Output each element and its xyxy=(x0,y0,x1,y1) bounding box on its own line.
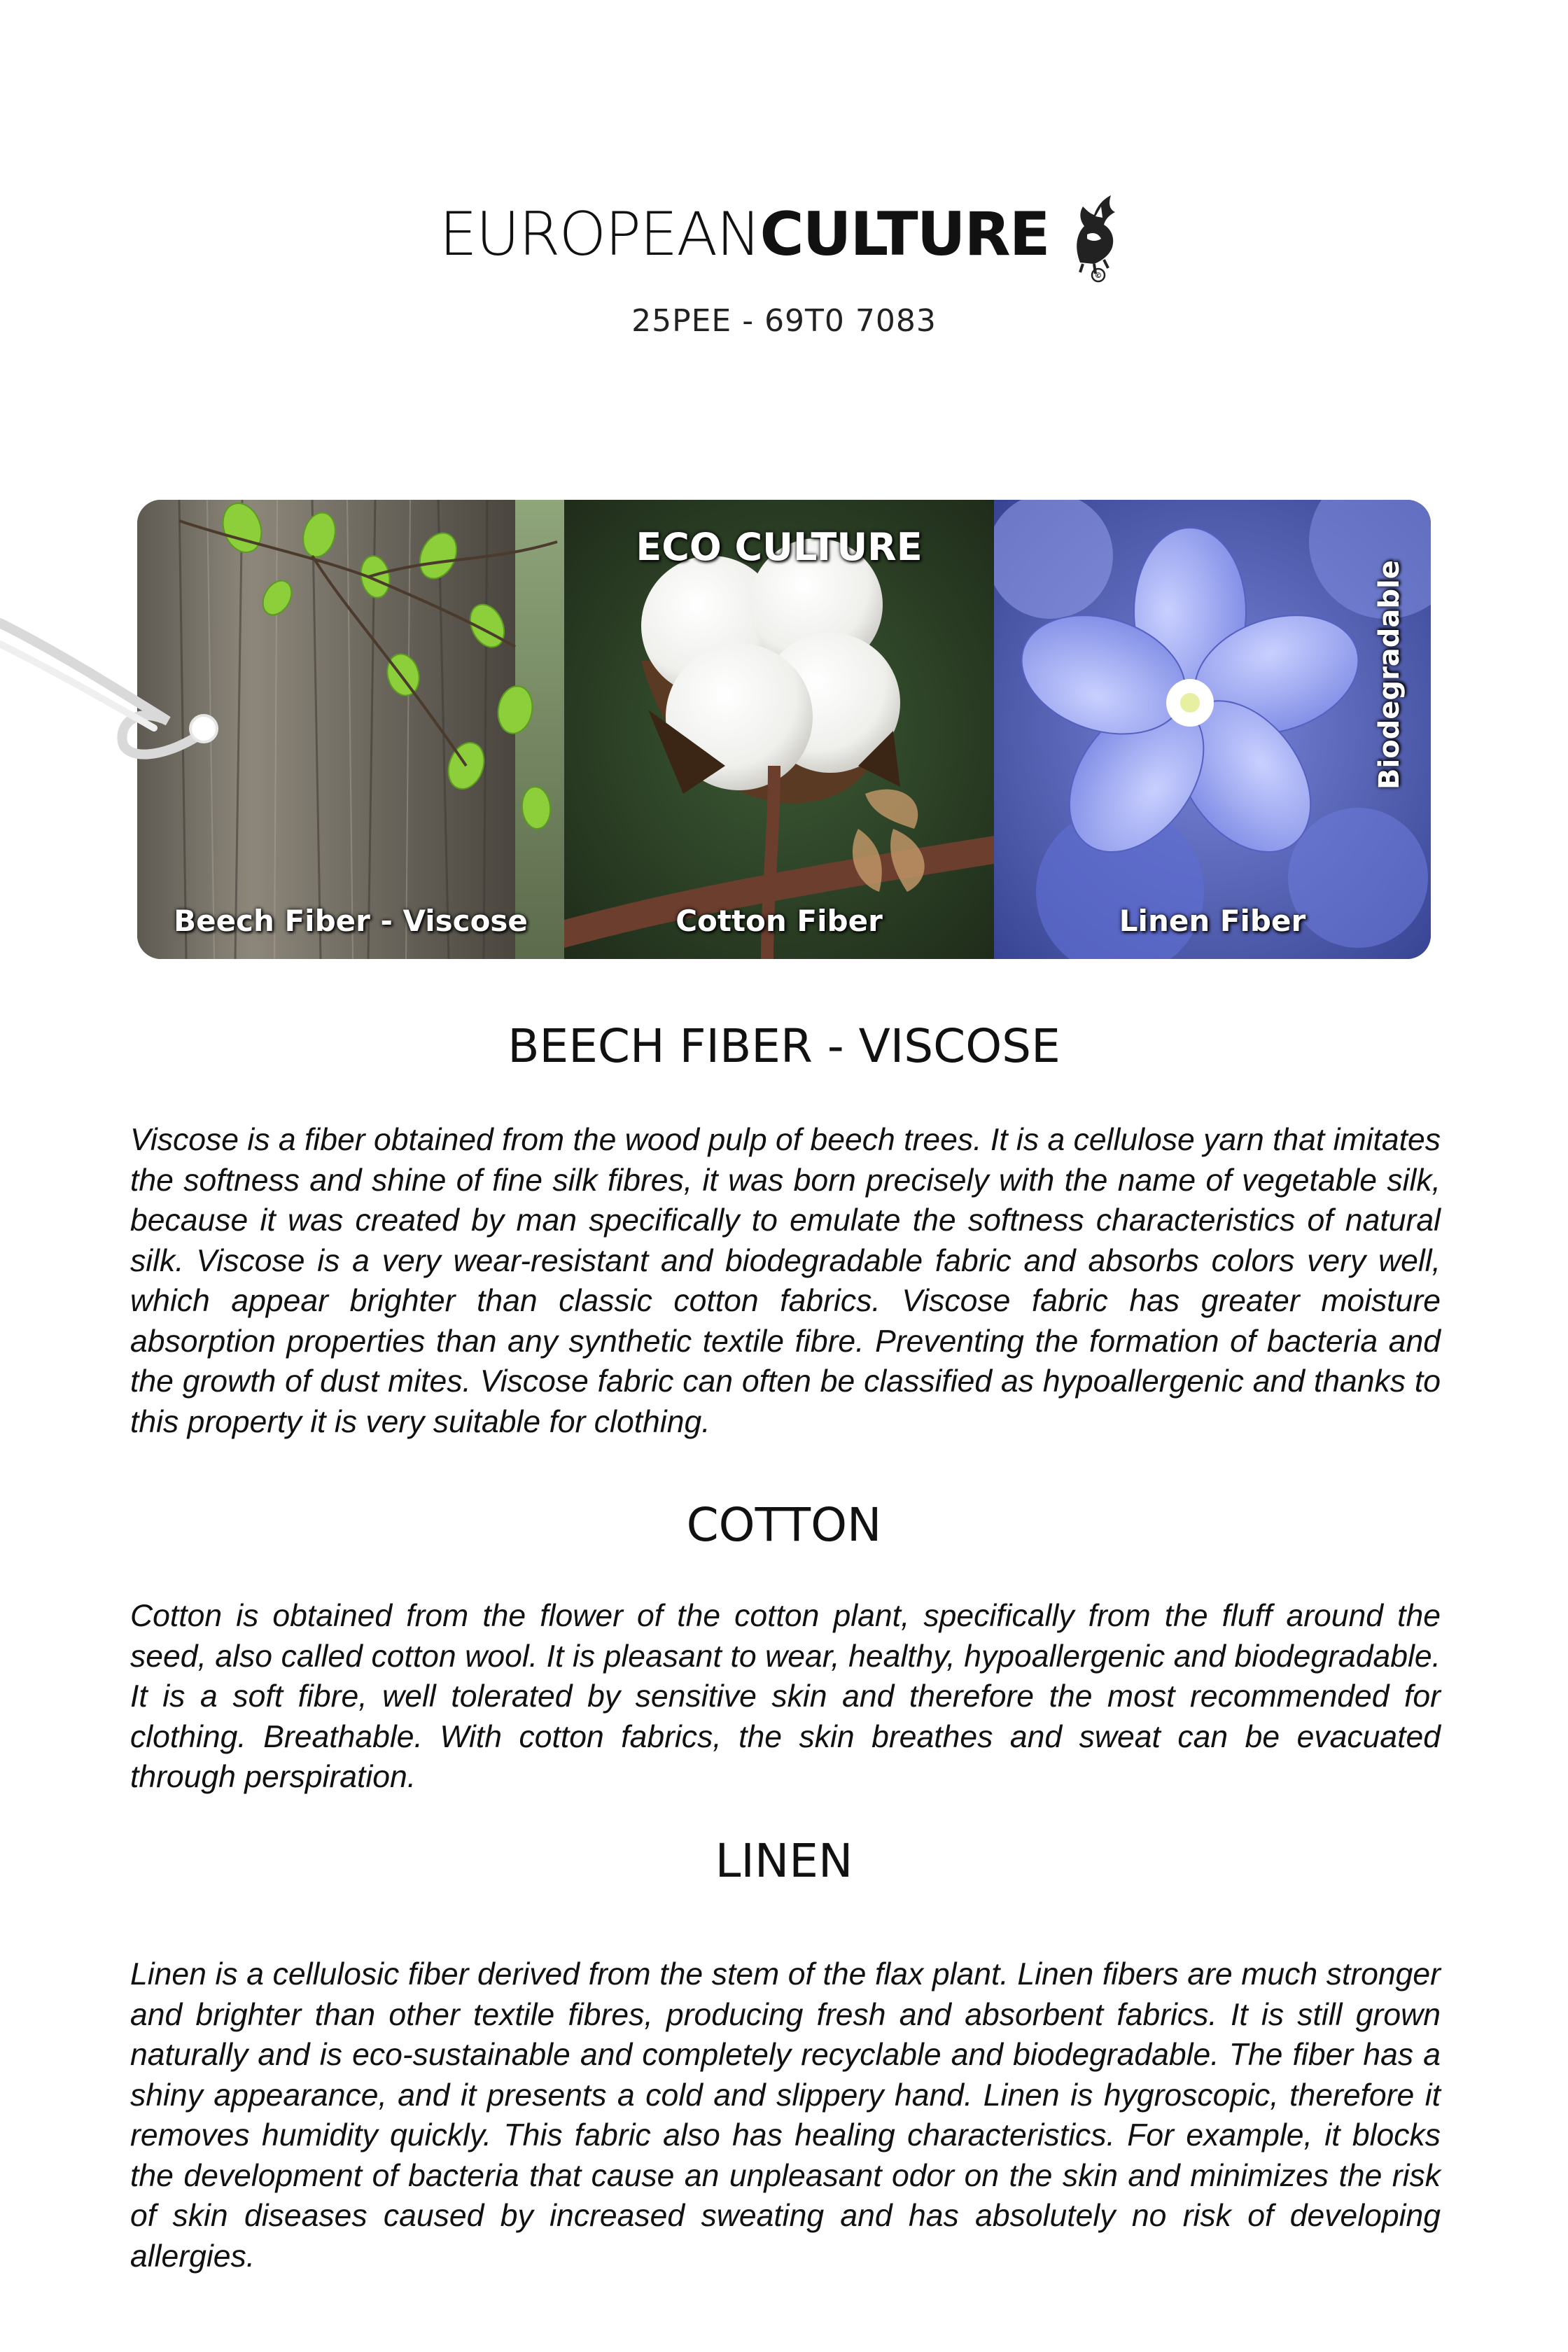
section-title-cotton: COTTON xyxy=(686,1498,882,1552)
tag-panel-linen xyxy=(994,500,1431,959)
tag-string-icon xyxy=(0,483,224,805)
flax-flower-image xyxy=(994,500,1431,959)
biodegradable-label: Biodegradable xyxy=(1373,560,1406,790)
section-title-viscose: BEECH FIBER - VISCOSE xyxy=(507,1019,1060,1073)
section-text-viscose: Viscose is a fiber obtained from the wood pulp of beech trees. It is a cellulose yarn that imitates the softness and shine of fine silk fibres, it was born precisely with the name of vegetable silk, because it was created by man specifically to emulate the softness characteristics of natural silk. Viscose is a very wear-resistant and biodegradable fabric and absorbs colors very well, which appear brighter than classic cotton fabrics. Viscose fabric has greater moisture absorption properties than any synthetic textile fibre. Preventing the formation of bacteria and the growth of dust mites. Viscose fabric can often be classified as hypoallergenic and thanks to this property it is very suitable for clothing. xyxy=(130,1123,1441,1439)
tag-card xyxy=(137,500,1431,959)
header xyxy=(0,186,1568,339)
tag-panel-cotton xyxy=(564,500,994,959)
eco-culture-banner: ECO CULTURE xyxy=(636,525,923,569)
panel-caption-cotton: Cotton Fiber xyxy=(676,904,883,938)
section-title-linen: LINEN xyxy=(715,1834,853,1888)
panel-caption-beech: Beech Fiber - Viscose xyxy=(174,904,528,938)
section-text-linen: Linen is a cellulosic fiber derived from the stem of the flax plant. Linen fibers are much stronger and brighter than other textile fibres, producing fresh and absorbent fabrics. It is still grown naturally and is eco-sustainable and completely recyclable and biodegradable. The fiber has a shiny appearance, and it presents a cold and slippery hand. Linen is hygroscopic, therefore it removes humidity quickly. This fabric also has healing characteristics. For example, it blocks the development of bacteria that cause an unpleasant odor on the skin and minimizes the risk of skin diseases caused by increased sweating and has absolutely no risk of developing allergies. xyxy=(130,1957,1441,2274)
brand-name xyxy=(439,200,1049,270)
griffin-emblem-icon xyxy=(1059,186,1129,284)
panel-caption-linen: Linen Fiber xyxy=(1119,904,1306,938)
product-code: 25PEE - 69T0 7083 xyxy=(631,303,937,339)
brand-name-bold: CULTURE xyxy=(760,200,1049,270)
brand-name-light: EUROPEAN xyxy=(439,200,760,270)
section-text-cotton: Cotton is obtained from the flower of the cotton plant, specifically from the fluff around the seed, also called cotton wool. It is pleasant to wear, healthy, hypoallergenic and biodegradable. It is a soft fibre, well tolerated by sensitive skin and therefore the most recommended for clothing. Breathable. With cotton fabrics, the skin breathes and sweat can be evacuated through perspiration. xyxy=(130,1599,1441,1794)
brand-logo xyxy=(439,186,1128,284)
hang-tag xyxy=(0,483,1568,966)
tag-hole xyxy=(189,714,218,743)
copyright-mark: © xyxy=(1094,271,1102,280)
